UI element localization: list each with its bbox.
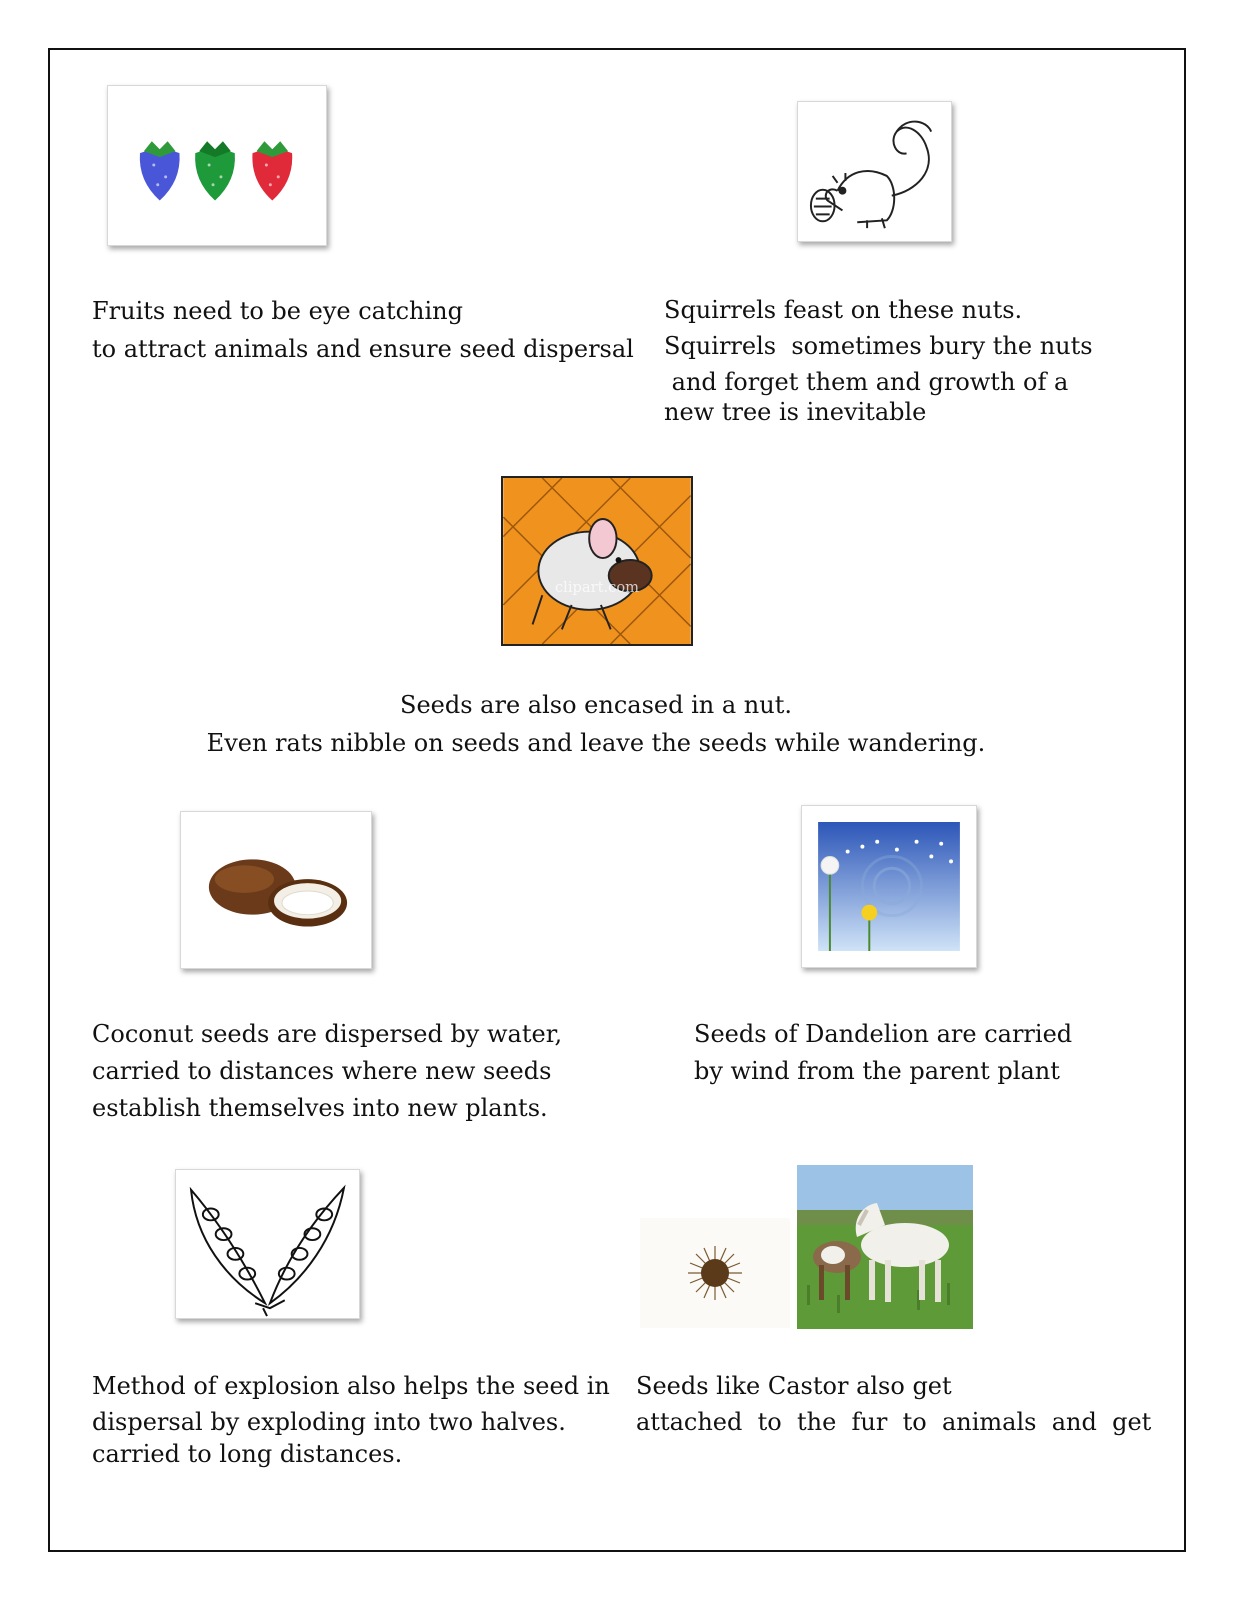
caption-line: carried to distances where new seeds [92, 1057, 552, 1085]
coconut-icon [181, 812, 371, 968]
page-border [48, 48, 1186, 1552]
caption-line: Even rats nibble on seeds and leave the seeds while wandering. [206, 729, 986, 757]
castor-seed-icon [640, 1218, 790, 1328]
caption-line: Seeds are also encased in a nut. [400, 691, 792, 719]
strawberries-icon [108, 86, 326, 245]
explosion-caption [92, 1368, 610, 1472]
dandelion-image [801, 805, 977, 968]
caption-line: dispersal by exploding into two halves. [92, 1408, 566, 1436]
caption-line: to attract animals and ensure seed dispersal [92, 335, 634, 363]
caption-line: by wind from the parent plant [694, 1057, 1060, 1085]
caption-line: attached to the fur to animals and get [636, 1408, 1152, 1436]
fruits-caption [92, 292, 634, 368]
caption-line: Squirrels sometimes bury the nuts [664, 332, 1093, 360]
dandelion-caption [694, 1016, 1072, 1090]
horses-icon [797, 1165, 973, 1329]
pea-pod-image [175, 1169, 360, 1319]
caption-line: Fruits need to be eye catching [92, 297, 464, 325]
strawberries-image [107, 85, 327, 246]
horses-image [797, 1165, 973, 1329]
caption-line: new tree is inevitable [664, 398, 927, 426]
squirrels-caption [664, 292, 1093, 430]
caption-line: carried to long distances. [92, 1440, 403, 1468]
coconut-caption [92, 1016, 562, 1127]
caption-line: establish themselves into new plants. [92, 1094, 548, 1122]
castor-caption [636, 1368, 1151, 1440]
pea-pod-icon [176, 1170, 359, 1318]
caption-line: Seeds like Castor also get [636, 1372, 952, 1400]
rat-image [501, 476, 693, 646]
squirrel-image [797, 101, 952, 242]
rat-icon [503, 478, 691, 644]
caption-line: Squirrels feast on these nuts. [664, 296, 1023, 324]
caption-line: and forget them and growth of a [664, 368, 1069, 396]
rat-watermark: clipart.com [554, 579, 640, 597]
dandelion-icon [818, 822, 960, 951]
squirrel-icon [798, 102, 951, 241]
castor-seed-image [640, 1218, 790, 1328]
caption-line: Method of explosion also helps the seed in [92, 1372, 610, 1400]
caption-line: Coconut seeds are dispersed by water, [92, 1020, 563, 1048]
coconut-image [180, 811, 372, 969]
caption-line: Seeds of Dandelion are carried [694, 1020, 1073, 1048]
rats-caption [96, 686, 1096, 762]
